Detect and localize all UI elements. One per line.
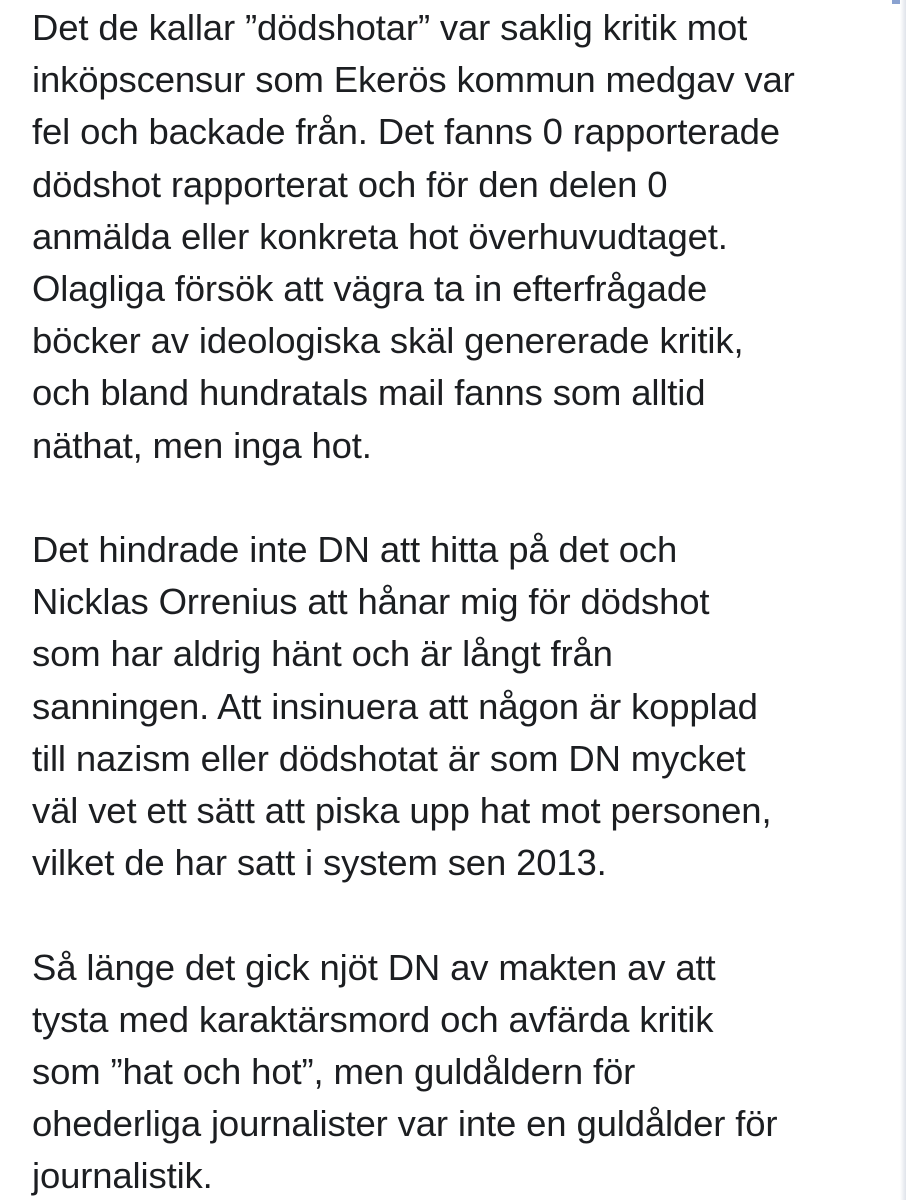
text-line: dödshot rapporterat och för den delen 0 <box>32 163 668 205</box>
post-text <box>32 2 882 1200</box>
text-line: väl vet ett sätt att piska upp hat mot personen, <box>32 790 772 832</box>
text-line: Så länge det gick njöt DN av makten av att <box>32 946 716 988</box>
text-line: som har aldrig hänt och är långt från <box>32 633 613 675</box>
text-line: journalistik. <box>32 1155 213 1197</box>
text-line: Det hindrade inte DN att hitta på det och <box>32 529 678 571</box>
text-line: inköpscensur som Ekerös kommun medgav var <box>32 59 795 101</box>
text-line: Nicklas Orrenius att hånar mig för dödshot <box>32 581 710 623</box>
text-line: och bland hundratals mail fanns som alltid <box>32 372 706 414</box>
text-line: vilket de har satt i system sen 2013. <box>32 842 607 884</box>
text-line: böcker av ideologiska skäl genererade kritik, <box>32 320 744 362</box>
paragraph-2 <box>32 524 882 889</box>
text-line: till nazism eller dödshotat är som DN mycket <box>32 737 746 779</box>
text-line: som ”hat och hot”, men guldåldern för <box>32 1051 636 1093</box>
text-line: ohederliga journalister var inte en guldålder för <box>32 1103 778 1145</box>
text-line: anmälda eller konkreta hot överhuvudtaget. <box>32 215 728 257</box>
text-line: Det de kallar ”dödshotar” var saklig kritik mot <box>32 7 748 48</box>
text-line: näthat, men inga hot. <box>32 424 372 466</box>
paragraph-1 <box>32 2 882 472</box>
text-line: fel och backade från. Det fanns 0 rapporterade <box>32 111 780 153</box>
text-line: tysta med karaktärsmord och avfärda kritik <box>32 998 714 1040</box>
text-line: Olagliga försök att vägra ta in efterfrågade <box>32 268 708 310</box>
paragraph-3 <box>32 942 882 1200</box>
right-edge-shadow <box>900 0 906 1200</box>
text-line: sanningen. Att insinuera att någon är kopplad <box>32 685 758 727</box>
